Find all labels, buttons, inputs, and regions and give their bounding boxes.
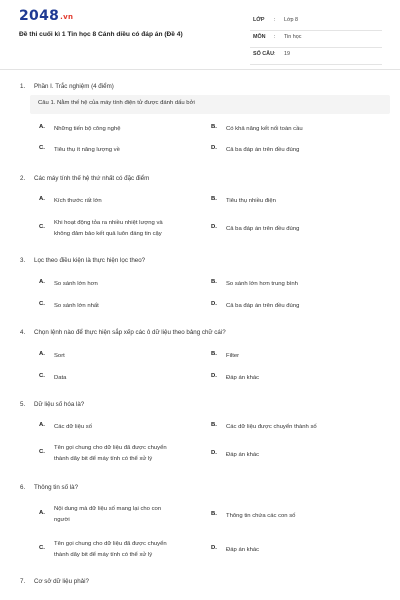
question-number: 7. <box>20 578 26 585</box>
logo-text: 2048 <box>19 8 60 24</box>
question-title <box>20 578 89 585</box>
option-text: Thông tin chứa các con số <box>226 513 296 519</box>
option-text: Đáp án khác <box>226 452 260 458</box>
option-letter: A. <box>39 510 45 516</box>
page-header <box>0 0 400 62</box>
question-number: 2. <box>20 175 26 182</box>
option-text-line: người <box>54 516 70 523</box>
option-text: Đáp án khác <box>226 375 260 381</box>
question-number: 6. <box>20 484 26 491</box>
header-divider <box>0 69 400 70</box>
option-text: Sort <box>54 353 65 359</box>
option-letter: B. <box>211 422 217 428</box>
meta-key: LỚP <box>253 17 265 23</box>
option-text: Các dữ liệu được chuyển thành số <box>226 424 317 430</box>
option-text <box>54 504 161 525</box>
option-text <box>54 443 167 464</box>
question-text: Phần I. Trắc nghiệm (4 điểm) <box>34 83 114 90</box>
option-letter: C. <box>39 301 45 307</box>
page-title: Đề thi cuối kì 1 Tin học 8 Cánh diều có đáp án (Đề 4) <box>19 31 183 38</box>
option-letter: D. <box>211 373 217 379</box>
option-text: Các dữ liệu số <box>54 424 92 430</box>
meta-value: Lớp 8 <box>284 17 299 23</box>
question-text: Thông tin số là? <box>34 484 79 491</box>
option-text-line: không đảm bảo kết quả luôn đáng tin cậy <box>54 230 162 237</box>
meta-separator: : <box>274 17 276 23</box>
option-letter: D. <box>211 450 217 456</box>
question-text: Dữ liệu số hóa là? <box>34 401 85 408</box>
option-text-line: thành dãy bit để máy tính có thể xử lý <box>54 455 153 462</box>
option-text: Cả ba đáp án trên đều đúng <box>226 147 300 153</box>
exam-meta-table <box>250 14 382 65</box>
option-letter: D. <box>211 224 217 230</box>
option-text: Có khả năng kết nối toàn cầu <box>226 126 303 132</box>
option-text: Filter <box>226 353 240 359</box>
question-text: Lọc theo điều kiện là thực hiện lọc theo? <box>34 257 146 264</box>
meta-row-class <box>250 14 382 31</box>
logo-suffix: .vn <box>60 13 74 21</box>
site-logo[interactable] <box>19 8 73 24</box>
option-letter: B. <box>211 351 217 357</box>
option-letter: A. <box>39 196 45 202</box>
option-text: So sánh lớn hơn trung bình <box>226 281 298 287</box>
question-title <box>20 401 84 408</box>
question-title <box>20 329 226 336</box>
option-text-line: Nội dung mà dữ liệu số mang lại cho con <box>54 506 162 512</box>
question-text: Cơ sở dữ liệu phải? <box>34 578 89 585</box>
question-title <box>20 83 114 90</box>
option-text: Tiêu thụ nhiều điện <box>226 198 276 204</box>
meta-value: 19 <box>284 51 290 57</box>
question-number: 4. <box>20 329 26 336</box>
question-title <box>20 175 149 182</box>
question-title <box>20 257 145 264</box>
option-text-line: Khi hoạt động tỏa ra nhiều nhiệt lượng và <box>54 220 163 226</box>
option-text: Cả ba đáp án trên đều đúng <box>226 303 300 309</box>
option-text: Những tiến bộ công nghệ <box>54 126 121 132</box>
meta-value: Tin học <box>284 34 302 40</box>
option-letter: C. <box>39 373 45 379</box>
question-number: 3. <box>20 257 26 264</box>
option-letter: D. <box>211 301 217 307</box>
option-letter: B. <box>211 196 217 202</box>
question-title <box>20 484 78 491</box>
option-letter: A. <box>39 279 45 285</box>
question-text: Các máy tính thế hệ thứ nhất có đặc điểm <box>34 175 150 182</box>
option-letter: B. <box>211 124 217 130</box>
option-letter: C. <box>39 224 45 230</box>
meta-separator: : <box>274 51 276 57</box>
question-prompt: Câu 1. Nằm thế hệ của máy tính điện tử được đánh dấu bởi <box>38 100 195 106</box>
option-text: Kích thước rất lớn <box>54 198 102 204</box>
option-letter: C. <box>39 545 45 551</box>
question-text: Chọn lệnh nào để thực hiện sắp xếp các ô dữ liệu theo bảng chữ cái? <box>34 329 226 336</box>
option-text: Cả ba đáp án trên đều đúng <box>226 226 300 232</box>
option-letter: A. <box>39 422 45 428</box>
option-letter: D. <box>211 545 217 551</box>
option-letter: A. <box>39 124 45 130</box>
question-number: 5. <box>20 401 26 408</box>
option-text: Đáp án khác <box>226 547 260 553</box>
option-text <box>54 218 163 239</box>
option-letter: B. <box>211 511 217 517</box>
option-letter: D. <box>211 145 217 151</box>
option-text-line: thành dãy bit để máy tính có thể xử lý <box>54 551 153 558</box>
option-letter: A. <box>39 351 45 357</box>
option-text: Data <box>54 375 67 381</box>
option-text <box>54 539 167 560</box>
meta-row-subject <box>250 31 382 48</box>
option-letter: C. <box>39 449 45 455</box>
option-text: So sánh lớn hơn <box>54 281 98 287</box>
option-letter: C. <box>39 145 45 151</box>
option-text-line: Tên gọi chung cho dữ liệu đã được chuyển <box>54 445 167 451</box>
option-letter: B. <box>211 279 217 285</box>
question-prompt-box <box>30 95 390 114</box>
option-text: So sánh lớn nhất <box>54 303 99 309</box>
meta-separator: : <box>274 34 276 40</box>
option-text-line: Tên gọi chung cho dữ liệu đã được chuyển <box>54 541 167 547</box>
question-number: 1. <box>20 83 26 90</box>
meta-key: MÔN <box>253 34 266 40</box>
meta-key: SỐ CÂU <box>253 51 274 57</box>
meta-row-question-count <box>250 48 382 65</box>
option-text: Tiêu thụ ít năng lượng về <box>54 147 120 153</box>
